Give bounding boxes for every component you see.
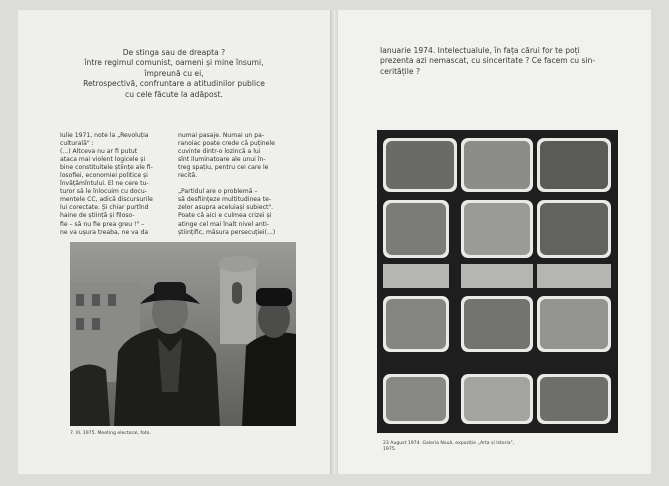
tv-screen-image [461, 296, 533, 352]
tv-screen-image [461, 200, 533, 258]
text-line: haine de știință și filoso- [60, 212, 135, 220]
text-line: să desființeze multitudinea te- [178, 196, 272, 204]
tv-screen-image [537, 296, 611, 352]
tv-screen-image [537, 374, 611, 424]
text-line: Iulie 1971, note la „Revoluția [60, 132, 149, 139]
text-line: treg spațiu, pentru cei care le [178, 164, 269, 172]
text-line: mentele CC, adică discursurile [60, 196, 153, 204]
tv-screen-image [537, 200, 611, 258]
text-line: zelor asupra aceluiași subiect". [178, 204, 274, 212]
tv-screen-image [461, 374, 533, 424]
left-page-heading [58, 48, 290, 100]
heading-line: cu cele făcute la adăpost. [125, 89, 223, 99]
tv-screen-image [461, 138, 533, 192]
text-line: învățămîntului. El ne cere tu- [60, 180, 149, 188]
caption-line: 23 August 1974. Galeria Nouă, expoziție „Arta și Istoria", [383, 441, 515, 446]
heading-line: ceritățile ? [380, 66, 421, 76]
heading-line: Retrospectivă, confruntare a atitudinilor publice [83, 79, 265, 89]
tv-screen-image [383, 296, 449, 352]
meeting-photo-image [70, 242, 296, 426]
text-line: ataca mai violent logicele și [60, 156, 146, 164]
photo-caption: 7. III. 1975. Meeting electoral, foto. [70, 431, 151, 436]
text-line: cuvinte dintr-o lozincă a lui [178, 148, 261, 156]
text-line: culturală" : [60, 140, 94, 148]
tv-screen-image [383, 138, 457, 192]
text-line: ranoiac poate crede că puținele [178, 140, 275, 148]
text-line: atinge cel mai înalt nivel anti- [178, 220, 269, 228]
text-line: losofiei, economiei politice și [60, 172, 148, 180]
right-page [338, 10, 651, 474]
heading-line: împreună cu ei, [144, 68, 204, 78]
right-page-heading [380, 46, 616, 77]
heading-line: între regimul comunist, oameni și mine însumi, [84, 58, 264, 68]
text-line [178, 180, 288, 188]
text-line: turor să le înlocuim cu docu- [60, 188, 147, 196]
text-line: numai pasaje. Numai un pa- [178, 132, 265, 139]
tv-screen-image [383, 200, 449, 258]
left-page [18, 10, 331, 474]
text-line: „Partidul are o problemă – [178, 188, 258, 196]
text-line: bine constituitele științe ale fi- [60, 164, 153, 172]
caption-line: 1975. [383, 447, 397, 453]
plate-caption [383, 441, 514, 454]
meeting-photo [70, 242, 296, 426]
text-line: sînt iluminatoare ale unui în- [178, 156, 266, 164]
text-column-two [178, 132, 288, 237]
text-line: lui corectate. Și chiar purtînd [60, 204, 149, 212]
tv-screen-image [537, 138, 611, 192]
text-column-one [60, 132, 170, 237]
text-panel [383, 264, 449, 288]
text-line: recită. [178, 172, 198, 180]
text-panel [461, 264, 533, 288]
text-line: fie – să nu fie prea greu !" – [60, 220, 145, 228]
text-line: ne va ușura treaba, ne va da [60, 228, 149, 236]
tv-screen-image [383, 374, 449, 424]
text-line: Poate că aici e culmea crizei și [178, 212, 272, 220]
heading-line: Ianuarie 1974. Intelectualule, în fața cărui for te poți [380, 46, 580, 55]
text-line: științific, măsura persecuției(...) [178, 228, 276, 236]
text-line: (...) Altceva nu ar fi putut [60, 148, 138, 156]
exhibition-plate [377, 130, 618, 433]
heading-line: De stinga sau de dreapta ? [122, 48, 226, 57]
heading-line: prezenta azi nemascat, cu sinceritate ? Ce facem cu sin- [380, 56, 596, 66]
text-panel [537, 264, 611, 288]
